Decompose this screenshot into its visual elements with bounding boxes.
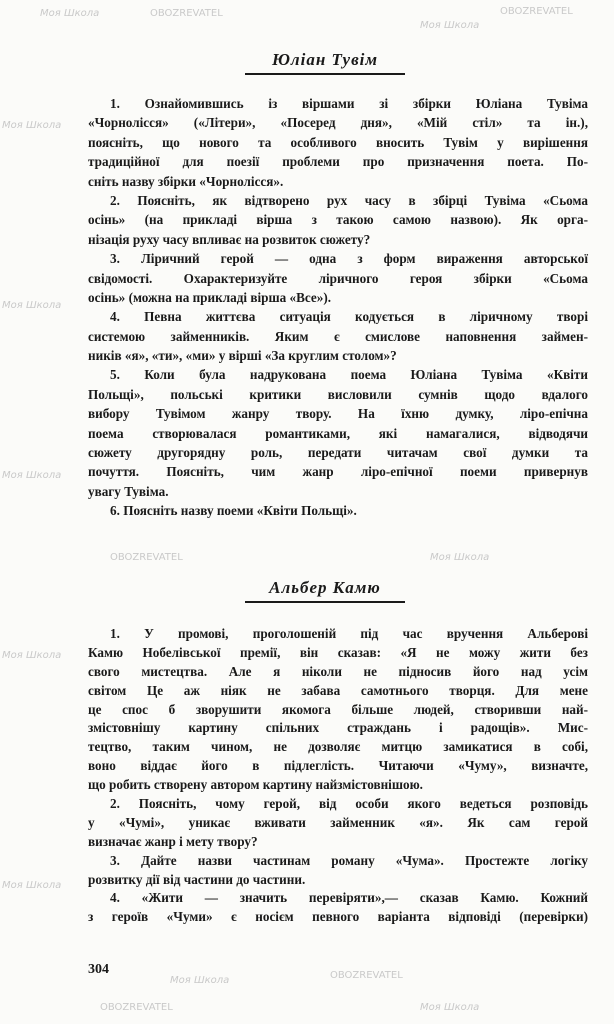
question-line: ників «я», «ти», «ми» у вірші «За круглим столом»? [88,348,397,364]
question-line: світом Це аж ніяк не забава самотнього творця. Для мене [88,682,588,698]
question-line: це спос б зворушити якомога більше людей, створивши най- [88,701,588,717]
question-line: 4. Певна життєва ситуація кодується в ліричному творі [110,309,588,325]
tuvim-questions [88,94,588,521]
question-line: поясніть, що нового та особливого вносить Тувім у вирішення [88,134,588,150]
page-number: 304 [88,962,109,977]
question-line: воно віддає його в підлеглість. Читаючи «Чуму», визначте, [88,758,588,774]
question-line: свого мистецтва. Але я ніколи не підносив його над усім [88,663,588,679]
question-line: 1. У промові, проголошеній під час вручення Альберові [110,626,588,641]
question-line: сюжету другорядну роль, передати читачам свої думки та [88,445,588,461]
question-line: увагу Тувіма. [88,483,169,499]
watermark: OBOZREVATEL [110,552,183,563]
question-line: у «Чумі», уникає вживати займенник «я». Як сам герой [88,814,588,830]
question-line: 4. «Жити — значить перевіряти»,— сказав Камю. Кожний [110,890,588,906]
question-line: осінь» (на прикладі вірша з такою самою назвою). Як орга- [88,212,588,228]
question-line: тецтво, таким чином, не дозволяє митцю замикатися в собі, [88,739,588,755]
question-line: поема створювалася романтиками, які намагалися, відводячи [88,425,588,441]
question-line: визначає жанр і мету твору? [88,833,258,849]
watermark: Моя Школа [2,300,62,311]
watermark: Моя Школа [2,650,62,661]
watermark: Моя Школа [2,470,62,481]
watermark: Моя Школа [2,120,62,131]
watermark: Моя Школа [420,1002,480,1013]
question-line: системою займенників. Яким є смислове наповнення займен- [88,328,588,344]
watermark: Моя Школа [2,880,62,891]
watermark: OBOZREVATEL [500,6,573,17]
question-line: «Чорнолісся» («Літери», «Посеред дня», «Мій стіл» та ін.), [88,115,588,131]
question-line: Камю Нобелівської премії, він сказав: «Я не можу жити без [88,644,588,660]
question-line: традиційної для поезії проблеми про призначення поета. По- [88,154,588,170]
camus-questions [88,625,588,927]
watermark: Моя Школа [430,552,490,563]
section-title-tuvim: Юліан Тувім [245,50,405,75]
question-line: змістовнішу картину спільних страждань і радощів». Мис- [88,720,588,736]
question-line: нізація руху часу впливає на розвиток сюжету? [88,231,371,247]
question-line: осінь» (можна на прикладі вірша «Все»). [88,289,332,305]
section-title-camus: Альбер Камю [245,578,405,603]
question-line: вибору Тувімом жанру твору. На їхню думку, ліро-епічна [88,406,588,422]
watermark: Моя Школа [420,20,480,31]
question-line: свідомості. Охарактеризуйте ліричного героя збірки «Сьома [88,270,588,286]
question-line: 6. Поясніть назву поеми «Квіти Польщі». [110,503,357,519]
question-line: з героїв «Чуми» є носієм певного варіанта відповіді (перевірки) [88,909,588,925]
question-line: 1. Ознайомившись із віршами зі збірки Юліана Тувіма [110,96,588,111]
question-line: 3. Ліричний герой — одна з форм вираження авторської [110,251,588,267]
watermark: Моя Школа [40,8,100,19]
watermark: OBOZREVATEL [100,1002,173,1013]
question-line: розвитку дії від частини до частини. [88,871,306,887]
question-line: Польщі», польські критики висловили сумнів щодо вдалого [88,386,588,402]
question-line: 5. Коли була надрукована поема Юліана Тувіма «Квіти [110,367,588,383]
question-line: 2. Поясніть, як відтворено рух часу в збірці Тувіма «Сьома [110,192,588,208]
watermark: OBOZREVATEL [330,970,403,981]
question-line: 2. Поясніть, чому герой, від особи якого ведеться розповідь [110,796,588,812]
question-line: 3. Дайте назви частинам роману «Чума». Простежте логіку [110,852,588,868]
watermark: Моя Школа [170,975,230,986]
question-line: що робить створену автором картину найзмістовнішою. [88,777,423,793]
watermark: OBOZREVATEL [150,8,223,19]
question-line: сніть назву збірки «Чорнолісся». [88,173,284,189]
question-line: почуття. Поясніть, чим жанр ліро-епічної поеми привернув [88,464,588,480]
